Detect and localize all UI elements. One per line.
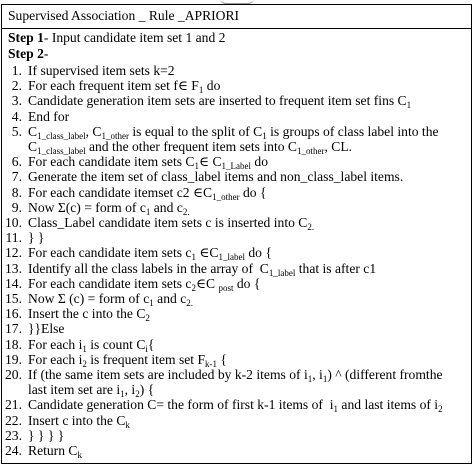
algorithm-line	[2, 169, 472, 185]
line-number: 19.	[5, 351, 22, 367]
step-1	[8, 30, 225, 46]
line-text: last item set are $i_1$, $i_2$) {	[28, 382, 155, 400]
algorithm-line	[2, 367, 472, 383]
line-number: 10.	[5, 215, 22, 230]
step-2	[8, 46, 48, 62]
algorithm-line	[2, 63, 472, 79]
algorithm-line	[2, 200, 472, 216]
algorithm-line	[2, 230, 472, 246]
line-text: For each candidate item sets $C_1\in$ $C_{1\_Label}$ do	[28, 154, 269, 172]
algorithm-line	[2, 139, 472, 155]
line-number: 23.	[5, 427, 22, 443]
line-text: For each candidate item sets $c_1$ $\in C_{1\_label}$ do {	[28, 245, 272, 263]
line-number: 6.	[11, 154, 22, 170]
line-text: End for	[28, 108, 70, 124]
line-text: If supervised item sets k=2	[28, 63, 175, 78]
line-number: 8.	[11, 184, 22, 200]
line-number: 7.	[11, 169, 22, 185]
line-text: Insert c into the $C_k$	[28, 412, 130, 430]
algorithm-line	[2, 306, 472, 322]
line-number: 17.	[5, 321, 22, 337]
line-number: 13.	[5, 260, 22, 276]
algorithm-line	[2, 276, 472, 292]
line-text: Candidate generation C= the form of first k-1 items of $i_1$ and last items of $i_2$	[28, 397, 443, 415]
algorithm-line	[2, 124, 472, 140]
step-1-label: Step 1	[8, 30, 44, 45]
algorithm-line	[2, 261, 472, 277]
line-text: Insert the c into the $C_2$	[28, 306, 150, 324]
line-text: For each $i_2$ is frequent item set $F_{k-1}$ {	[28, 351, 227, 369]
algorithm-line	[2, 185, 472, 201]
line-number: 16.	[5, 306, 22, 322]
line-number: 1.	[11, 63, 22, 78]
algorithm-line	[2, 352, 472, 368]
algorithm-line	[2, 321, 472, 337]
line-text: Candidate generation item sets are inserted to frequent item set fins $C_1$	[28, 93, 412, 111]
line-text: } } } }	[28, 427, 65, 443]
line-text: If (the same item sets are included by k-2 items of $i_1$, $i_1$) ^ (different fromthe	[28, 367, 443, 384]
line-text: $C_{1\_class\_label}$ and the other frequent item sets into $C_{1\_other}$, CL.	[28, 139, 353, 156]
line-text: }}Else	[28, 321, 65, 337]
line-number: 5.	[11, 123, 22, 139]
step-2-label: Step 2	[8, 46, 44, 61]
algorithm-line	[2, 245, 472, 261]
algorithm-line	[2, 154, 472, 170]
line-number: 3.	[11, 93, 22, 109]
line-number: 9.	[11, 199, 22, 215]
line-number: 14.	[5, 275, 22, 291]
line-text: For each candidate item sets $c_2\in C$ $_{post}$ do {	[28, 275, 261, 293]
line-number: 18.	[5, 336, 22, 352]
line-text: Class_Label candidate item sets c is inserted into $C_{2.}$	[28, 215, 315, 232]
line-number: 24.	[5, 443, 22, 458]
line-text: Return $C_k$	[28, 443, 82, 460]
line-number: 4.	[11, 108, 22, 124]
line-number: 2.	[11, 78, 22, 94]
algorithm-line	[2, 337, 472, 353]
line-number: 21.	[5, 397, 22, 413]
algorithm-box	[1, 4, 472, 464]
line-text: } }	[28, 230, 45, 246]
line-text: For each frequent item set f∈ $F_1$ do	[28, 78, 221, 96]
line-text: For each candidate itemset c2 $\in C_{1\_other}$ do {	[28, 184, 267, 202]
step-2-text: -	[43, 46, 49, 61]
line-text: $C_{1\_class\_label}$, $C_{1\_other}$ is equal to the split of $C_1$ is groups of class label into the	[28, 123, 439, 141]
line-number: 15.	[5, 291, 22, 306]
step-1-text: - Input candidate item set 1 and 2	[43, 30, 226, 45]
line-number: 20.	[5, 367, 22, 382]
algorithm-line	[2, 413, 472, 429]
algorithm-line	[2, 215, 472, 231]
line-text: For each $i_1$ is count $C_i${	[28, 336, 155, 354]
algorithm-title: Supervised Association _ Rule _APRIORI	[2, 5, 471, 29]
algorithm-line	[2, 428, 472, 444]
line-text: Now Σ(c) = form of $c_1$ and $c_{2.}$	[28, 199, 190, 217]
algorithm-line	[2, 78, 472, 94]
line-text: Identify all the class labels in the array of $C_{1\_label}$ that is after c1	[28, 260, 377, 278]
algorithm-line	[2, 443, 472, 459]
algorithm-line	[2, 397, 472, 413]
algorithm-line	[2, 291, 472, 307]
algorithm-line	[2, 382, 472, 398]
line-text: Generate the item set of class_label items and non_class_label items.	[28, 169, 404, 185]
line-number: 22.	[5, 412, 22, 428]
algorithm-line	[2, 109, 472, 125]
algorithm-line	[2, 93, 472, 109]
line-text: Now Σ (c) = form of $c_1$ and $c_{2.}$	[28, 291, 193, 308]
line-number: 12.	[5, 245, 22, 261]
line-number: 11.	[5, 230, 22, 246]
